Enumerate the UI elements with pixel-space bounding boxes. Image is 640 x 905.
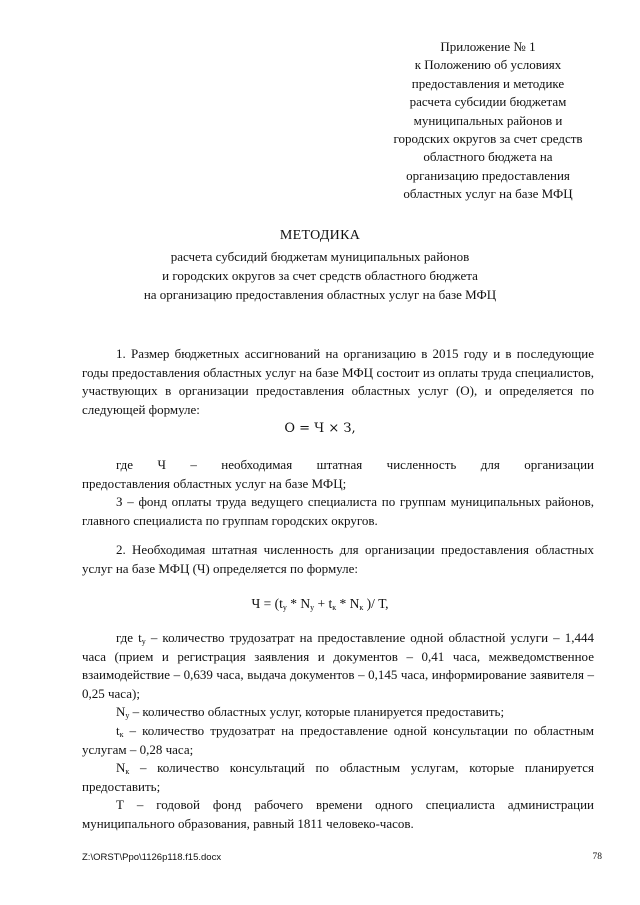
- definition-ty: где $t_у$ – количество трудозатрат на предоставление одной областной услуги – 1,444 часа (прием и регистрация заявления и документов – 0,41 часа, межведомственное взаимодействие – 0,639 часа, выдача документов – 0,145 часа, информирование заявителя – 0,25 часа);: [82, 630, 594, 701]
- appendix-line: организацию предоставления: [406, 167, 570, 183]
- appendix-line: расчета субсидии бюджетам: [409, 94, 567, 110]
- appendix-line: Приложение № 1: [440, 39, 536, 54]
- appendix-line: областного бюджета на: [423, 149, 553, 165]
- definition-z: З – фонд оплаты труда ведущего специалиста по группам муниципальных районов, главного специалиста по группам городских округов.: [82, 494, 594, 528]
- section-2-paragraph-block: [82, 541, 594, 578]
- definition-ch-line-1: где Ч – необходимая штатная численность для организации: [116, 457, 594, 472]
- definition-t: Т – годовой фонд рабочего времени одного специалиста администрации муниципального образования, равный 1811 человеко-часов.: [82, 797, 594, 831]
- subtitle-line: на организацию предоставления областных услуг на базе МФЦ: [143, 287, 497, 302]
- formula-ch: $Ч = (t_у * N_у + t_к * N_к$ )/ Т,: [251, 596, 389, 612]
- footer-page-number: 78: [592, 852, 602, 862]
- appendix-line: к Положению об условиях: [414, 57, 562, 73]
- section-2-definitions: [82, 629, 594, 834]
- footer-file-path: Z:\ORST\Ppo\1126p118.f15.docx: [82, 852, 222, 863]
- definition-nk: $N_к$ – количество консультаций по областным услугам, которые планируется предоставить;: [82, 760, 594, 794]
- section-1-paragraph: 1. Размер бюджетных ассигнований на организацию в 2015 году и в последующие годы предоставления областных услуг на базе МФЦ состоит из оплаты труда специалистов, участвующих в организации предоставления областных услуг (О), и определяется по следующей формуле:: [82, 346, 594, 417]
- formula-o: О = Ч × З,: [284, 421, 356, 436]
- appendix-line: городских округов за счет средств: [393, 131, 583, 147]
- appendix-line: предоставления и методике: [411, 75, 565, 91]
- section-1-paragraph-block: [82, 345, 594, 419]
- appendix-line: муниципальных районов и: [413, 112, 563, 128]
- definition-ny: $N_у$ – количество областных услуг, которые планируется предоставить;: [116, 704, 505, 721]
- appendix-header: [356, 38, 620, 204]
- definition-ch-line-2: предоставления областных услуг на базе МФЦ;: [82, 475, 347, 491]
- document-subtitle: [0, 247, 640, 304]
- definition-tk: $t_к$ – количество трудозатрат на предоставление одной консультации по областным услугам – 0,28 часа;: [82, 722, 594, 757]
- subtitle-line: расчета субсидий бюджетам муниципальных районов: [170, 249, 470, 264]
- appendix-line: областных услуг на базе МФЦ: [403, 186, 573, 202]
- section-1-definitions: [82, 456, 594, 530]
- document-title: МЕТОДИКА: [279, 228, 361, 243]
- subtitle-line: и городских округов за счет средств областного бюджета: [162, 268, 478, 283]
- section-2-paragraph: 2. Необходимая штатная численность для организации предоставления областных услуг на базе МФЦ (Ч) определяется по формуле:: [82, 542, 594, 576]
